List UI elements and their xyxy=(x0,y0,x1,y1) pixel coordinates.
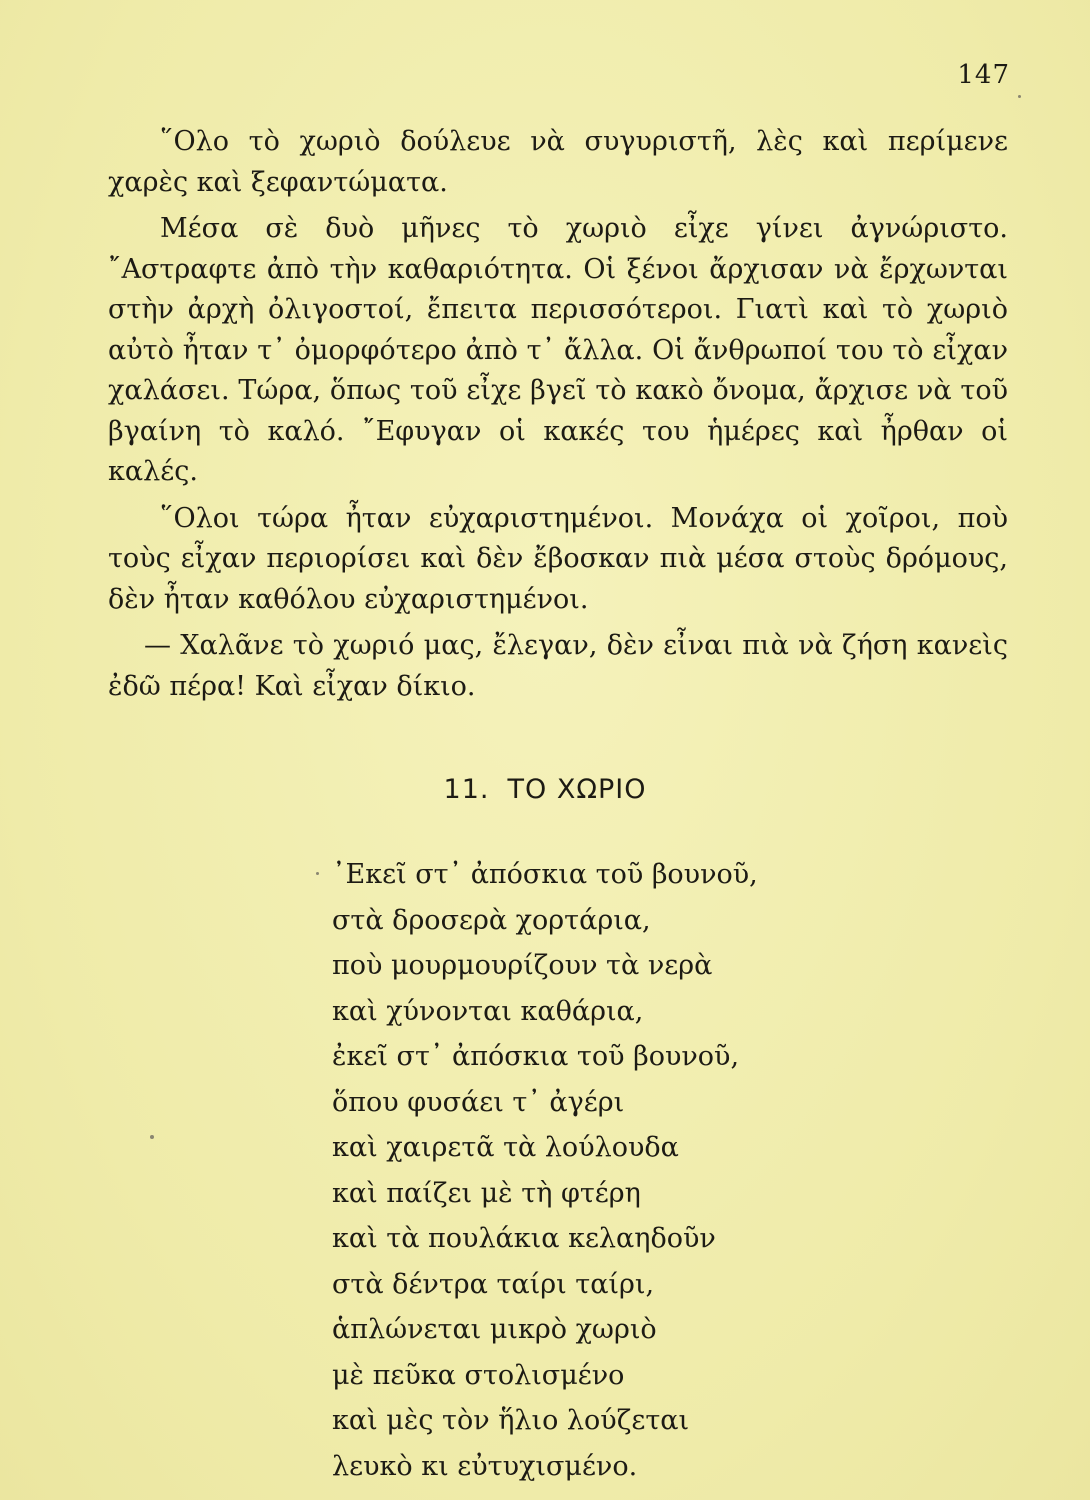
poem-line: καὶ τὰ πουλάκια κελαηδοῦν xyxy=(332,1223,716,1254)
section-title: ΤΟ ΧΩΡΙΟ xyxy=(507,774,647,805)
poem-line: στὰ δροσερὰ χορτάρια, xyxy=(332,904,651,936)
paragraph: ῞Ολο τὸ χωριὸ δούλευε νὰ συγυριστῆ, λὲς καὶ περίμενε χαρὲς καὶ ξεφαντώματα. xyxy=(108,126,1008,198)
poem-line: ᾿Εκεῖ στ᾿ ἀπόσκια τοῦ βουνοῦ, xyxy=(332,859,758,890)
poem xyxy=(332,852,758,1489)
paper-speck xyxy=(1018,95,1021,98)
section-number: 11. xyxy=(443,774,490,805)
poem-line: καὶ χαιρετᾶ τὰ λούλουδα xyxy=(332,1132,679,1163)
prose-section xyxy=(108,122,1008,713)
poem-line: λευκὸ κι εὐτυχισμένο. xyxy=(332,1450,638,1482)
dialogue-paragraph: — Χαλᾶνε τὸ χωριό μας, ἔλεγαν, δὲν εἶναι πιὰ νὰ ζήση κανεὶς ἐδῶ πέρα! Καὶ εἶχαν δίκιο. xyxy=(108,630,1008,702)
poem-line: καὶ χύνονται καθάρια, xyxy=(332,995,644,1027)
paragraph: Μέσα σὲ δυὸ μῆνες τὸ χωριὸ εἶχε γίνει ἀγνώριστο. ῎Αστραφτε ἀπὸ τὴν καθαριότητα. Οἱ ξένοι ἄρχισαν νὰ ἔρχωνται στὴν ἀρχὴ ὀλιγοστοί, ἔπειτα περισσότεροι. Γιατὶ καὶ τὸ χωριὸ αὐτὸ ἦταν τ᾿ ὀμορφότερο ἀπὸ τ᾿ ἄλλα. Οἱ ἄνθρωποί του τὸ εἶχαν χαλάσει. Τώρα, ὅπως τοῦ εἶχε βγεῖ τὸ κακὸ ὄνομα, ἄρχισε νὰ τοῦ βγαίνη τὸ καλό. ῎Εφυγαν οἱ κακές του ἡμέρες καὶ ἦρθαν οἱ καλές. xyxy=(108,213,1008,487)
poem-line: στὰ δέντρα ταίρι ταίρι, xyxy=(332,1268,655,1300)
poem-line: καὶ μὲς τὸν ἥλιο λούζεται xyxy=(332,1405,690,1436)
poem-line: ἁπλώνεται μικρὸ χωριὸ xyxy=(332,1314,657,1345)
page-number: 147 xyxy=(957,60,1010,90)
poem-line: ποὺ μουρμουρίζουν τὰ νερὰ xyxy=(332,950,713,981)
paragraph: ῞Ολοι τώρα ἦταν εὐχαριστημένοι. Μονάχα οἱ χοῖροι, ποὺ τοὺς εἶχαν περιορίσει καὶ δὲν ἔβοσκαν πιὰ μέσα στοὺς δρόμους, δὲν ἦταν καθόλου εὐχαριστημένοι. xyxy=(108,502,1008,615)
section-heading xyxy=(0,774,1090,805)
poem-line: καὶ παίζει μὲ τὴ φτέρη xyxy=(332,1177,641,1209)
paper-speck xyxy=(150,1135,154,1139)
poem-line: ἐκεῖ στ᾿ ἀπόσκια τοῦ βουνοῦ, xyxy=(332,1041,740,1072)
poem-line: μὲ πεῦκα στολισμένο xyxy=(332,1359,625,1391)
poem-line: ὅπου φυσάει τ᾿ ἀγέρι xyxy=(332,1086,625,1118)
paper-speck xyxy=(316,872,319,875)
